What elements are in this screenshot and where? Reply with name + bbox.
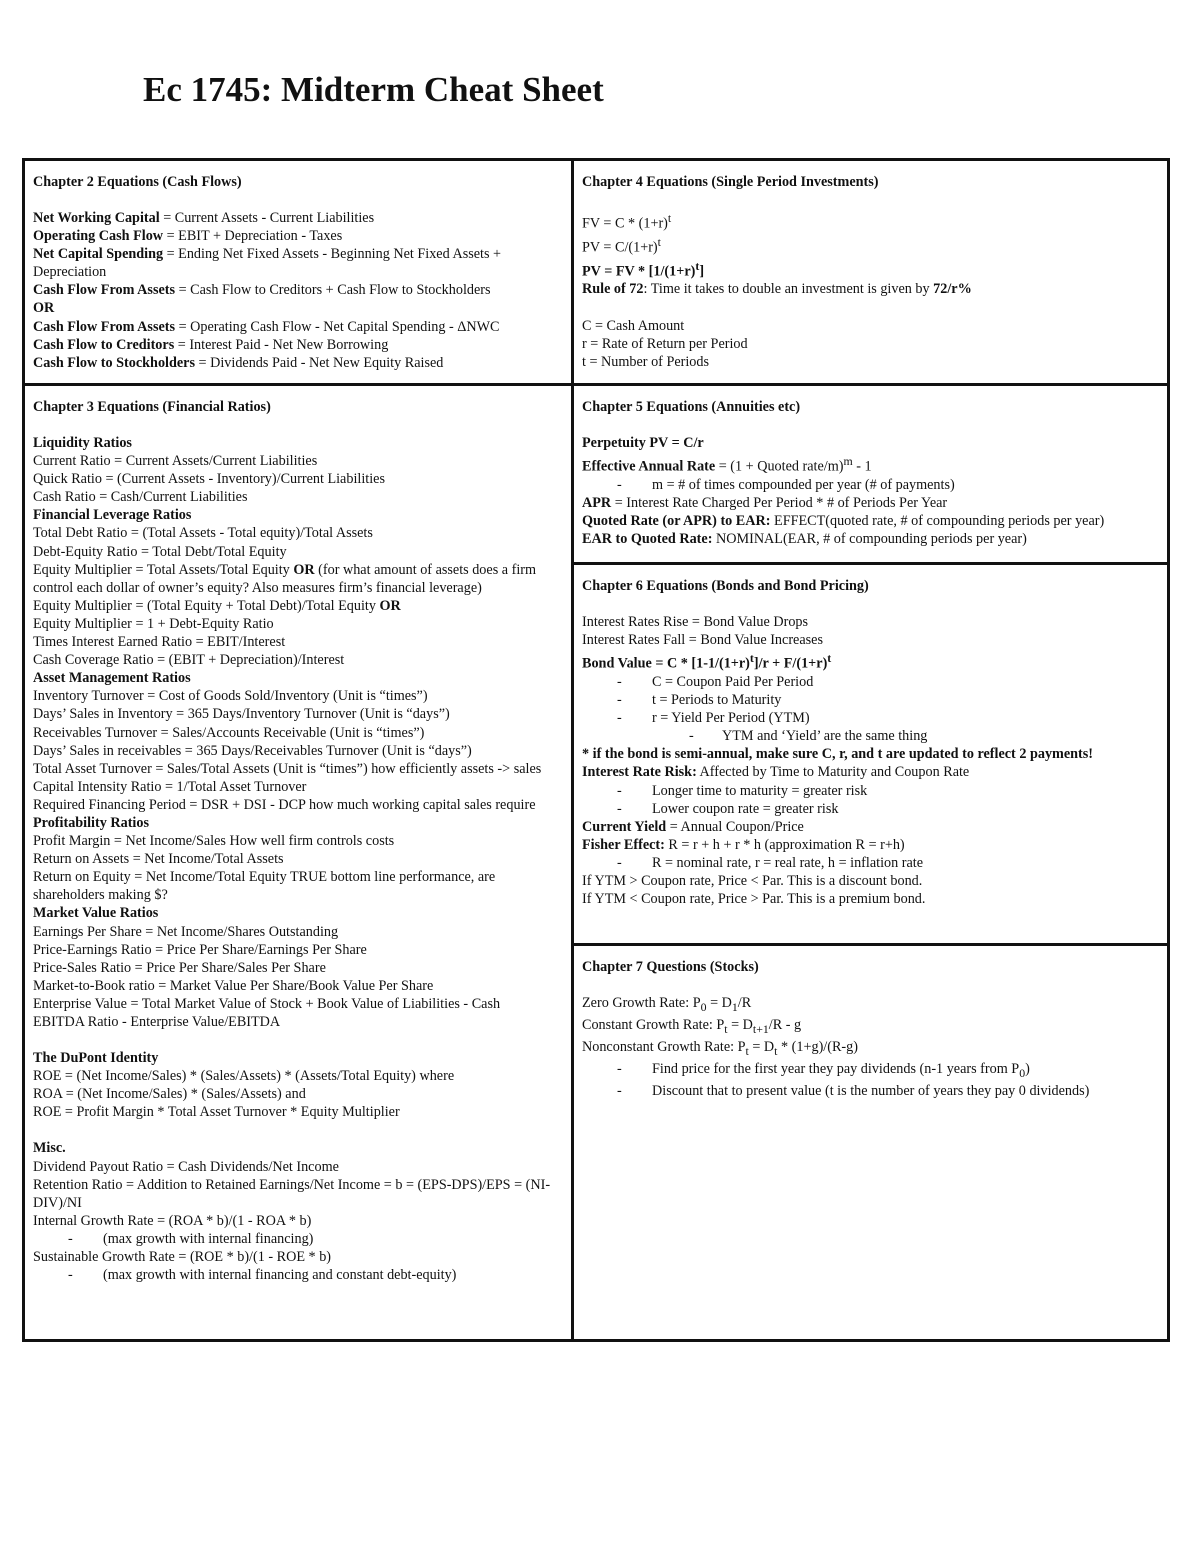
chapter-6-cell (574, 562, 1167, 943)
ch7-line: Nonconstant Growth Rate: $P_t = D_t * (1+g)/(R-g)$ (582, 1038, 858, 1058)
ch4-line: PV = $C/(1+r)^t$ (582, 234, 661, 256)
ch3-line: Return on Equity = Net Income/Total Equity TRUE bottom line performance, are shareholders making $? (33, 869, 496, 904)
ch3-line: Retention Ratio = Addition to Retained Earnings/Net Income = b = (EPS-DPS)/EPS = (NI-DIV)/NI (33, 1176, 551, 1211)
ch3-line: Cash Ratio = Cash/Current Liabilities (33, 489, 248, 506)
ch5-line: Effective Annual Rate = (1 + Quoted rate/m)$^m$ - 1 (582, 454, 872, 475)
ch3-line: Total Asset Turnover = Sales/Total Assets (Unit is “times”) how efficiently assets -> sales (33, 760, 542, 777)
ch5-line: EAR to Quoted Rate: NOMINAL(EAR, # of compounding periods per year) (582, 531, 1027, 548)
ch3-line: Equity Multiplier = Total Assets/Total Equity OR (for what amount of assets does a firm control each dollar of owner’s equity? Also measures firm’s financial leverage) (33, 561, 537, 596)
chapter-7-cell (574, 943, 1167, 1342)
ch3-line: Price-Earnings Ratio = Price Per Share/Earnings Per Share (33, 941, 367, 958)
ch3-line: EBITDA Ratio - Enterprise Value/EBITDA (33, 1014, 281, 1030)
chapter-3-heading: Chapter 3 Equations (Financial Ratios) (33, 399, 271, 415)
ch4-line: FV = $C * (1+r)^t$ (582, 211, 672, 232)
ch3-line: Capital Intensity Ratio = 1/Total Asset Turnover (33, 778, 307, 795)
ch3-line: Total Debt Ratio = (Total Assets - Total equity)/Total Assets (33, 525, 373, 542)
ch3-line: Days’ Sales in Inventory = 365 Days/Inventory Turnover (Unit is “days”) (33, 706, 450, 723)
ch3-line: Profit Margin = Net Income/Sales How well firm controls costs (33, 833, 395, 850)
ch3-line: ROE = (Net Income/Sales) * (Sales/Assets) * (Assets/Total Equity) where (33, 1068, 455, 1085)
ch3-line: ROE = Profit Margin * Total Asset Turnover * Equity Multiplier (33, 1104, 400, 1121)
leverage-heading: Financial Leverage Ratios (33, 507, 192, 524)
ch6-line: Bond Value = $C * [1-1/(1+r)^t]/r + F/(1+r)^t$ (582, 651, 832, 672)
ch2-line: Cash Flow From Assets = Cash Flow to Creditors + Cash Flow to Stockholders (33, 282, 491, 299)
chapter-5-heading: Chapter 5 Equations (Annuities etc) (582, 399, 801, 415)
ch6-sub-bullet: - Longer time to maturity = greater risk (582, 782, 1159, 800)
chapter-4-heading: Chapter 4 Equations (Single Period Investments) (582, 174, 879, 190)
ch5-line: APR = Interest Rate Charged Per Period * # of Periods Per Year (582, 495, 948, 512)
ch6-line: Interest Rate Risk: Affected by Time to Maturity and Coupon Rate (582, 764, 970, 781)
chapter-7-heading: Chapter 7 Questions (Stocks) (582, 959, 759, 975)
ch3-line: Return on Assets = Net Income/Total Assets (33, 851, 284, 868)
ch3-line: Days’ Sales in receivables = 365 Days/Receivables Turnover (Unit is “days”) (33, 742, 472, 759)
asset-management-heading: Asset Management Ratios (33, 670, 191, 687)
ch2-line: Cash Flow to Creditors = Interest Paid - Net New Borrowing (33, 336, 389, 353)
ch3-sub-bullet: - (max growth with internal financing and constant debt-equity) (33, 1266, 563, 1284)
ch6-sub-bullet: - r = Yield Per Period (YTM) (582, 709, 1159, 727)
chapter-3-cell (25, 383, 571, 1342)
ch6-sub-bullet: - t = Periods to Maturity (582, 691, 1159, 709)
chapter-6-heading: Chapter 6 Equations (Bonds and Bond Pricing) (582, 578, 869, 594)
profitability-heading: Profitability Ratios (33, 814, 149, 831)
ch2-line: OR (33, 300, 55, 317)
ch2-line: Cash Flow From Assets = Operating Cash Flow - Net Capital Spending - ΔNWC (33, 318, 500, 335)
ch4-line: t = Number of Periods (582, 353, 710, 370)
misc-heading: Misc. (33, 1140, 66, 1157)
ch3-line: Inventory Turnover = Cost of Goods Sold/Inventory (Unit is “times”) (33, 688, 428, 705)
ch3-line: Internal Growth Rate = (ROA * b)/(1 - ROA * b) (33, 1212, 312, 1229)
ch7-sub-bullet: - Find price for the first year they pay dividends (n-1 years from $P_0$) (582, 1060, 1159, 1082)
ch3-line: Quick Ratio = (Current Assets - Inventory)/Current Liabilities (33, 471, 385, 488)
ch3-line: Debt-Equity Ratio = Total Debt/Total Equity (33, 543, 287, 560)
ch3-line: Dividend Payout Ratio = Cash Dividends/Net Income (33, 1158, 339, 1175)
ch3-line: Equity Multiplier = 1 + Debt-Equity Ratio (33, 615, 274, 632)
ch3-line: Earnings Per Share = Net Income/Shares Outstanding (33, 923, 339, 940)
ch6-line: If YTM < Coupon rate, Price > Par. This is a premium bond. (582, 891, 926, 908)
ch4-line: r = Rate of Return per Period (582, 335, 748, 352)
ch3-sub-bullet: - (max growth with internal financing) (33, 1230, 563, 1248)
chapter-4-cell (574, 161, 1167, 383)
ch3-line: Current Ratio = Current Assets/Current Liabilities (33, 453, 318, 470)
ch5-line: Quoted Rate (or APR) to EAR: EFFECT(quoted rate, # of compounding periods per year) (582, 513, 1105, 530)
ch3-line: ROA = (Net Income/Sales) * (Sales/Assets) and (33, 1086, 306, 1103)
ch4-line: Rule of 72: Time it takes to double an investment is given by 72/r% (582, 281, 972, 298)
ch6-line: Interest Rates Fall = Bond Value Increases (582, 632, 823, 649)
ch3-line: Cash Coverage Ratio = (EBIT + Depreciation)/Interest (33, 652, 345, 669)
chapter-5-cell (574, 383, 1167, 562)
ch3-line: Enterprise Value = Total Market Value of Stock + Book Value of Liabilities - Cash (33, 995, 501, 1012)
ch4-line: PV = FV * $[1/(1+r)^t]$ (582, 258, 705, 280)
ch6-sub-bullet: - R = nominal rate, r = real rate, h = inflation rate (582, 854, 1159, 872)
market-value-heading: Market Value Ratios (33, 905, 159, 922)
dupont-heading: The DuPont Identity (33, 1050, 159, 1067)
ch3-line: Required Financing Period = DSR + DSI - DCP how much working capital sales require (33, 796, 536, 813)
ch6-sub-sub-bullet: - YTM and ‘Yield’ are the same thing (582, 727, 1159, 745)
ch3-line: Price-Sales Ratio = Price Per Share/Sales Per Share (33, 959, 326, 976)
ch2-line: Net Working Capital = Current Assets - Current Liabilities (33, 210, 375, 226)
cheat-sheet-table (22, 158, 1170, 1342)
ch2-line: Net Capital Spending = Ending Net Fixed Assets - Beginning Net Fixed Assets + Depreciation (33, 246, 502, 281)
ch3-line: Sustainable Growth Rate = (ROE * b)/(1 - ROE * b) (33, 1249, 332, 1266)
ch2-line: Cash Flow to Stockholders = Dividends Paid - Net New Equity Raised (33, 354, 444, 371)
ch2-line: Operating Cash Flow = EBIT + Depreciation - Taxes (33, 228, 343, 245)
chapter-2-heading: Chapter 2 Equations (Cash Flows) (33, 174, 242, 190)
ch5-sub-bullet: - m = # of times compounded per year (# of payments) (582, 476, 1159, 494)
ch7-line: Constant Growth Rate: $P_t = D_{t+1}/R - g$ (582, 1016, 802, 1036)
page-title: Ec 1745: Midterm Cheat Sheet (143, 70, 604, 109)
ch6-sub-bullet: - Lower coupon rate = greater risk (582, 800, 1159, 818)
ch6-line: Fisher Effect: R = r + h + r * h (approximation R = r+h) (582, 836, 905, 853)
ch5-line: Perpetuity PV = C/r (582, 435, 704, 451)
ch6-line: Current Yield = Annual Coupon/Price (582, 818, 804, 835)
ch3-line: Equity Multiplier = (Total Equity + Total Debt)/Total Equity OR (33, 597, 401, 614)
ch4-line: C = Cash Amount (582, 317, 685, 334)
ch6-line: Interest Rates Rise = Bond Value Drops (582, 614, 809, 630)
ch3-line: Receivables Turnover = Sales/Accounts Receivable (Unit is “times”) (33, 724, 425, 741)
ch3-line: Times Interest Earned Ratio = EBIT/Interest (33, 634, 286, 651)
liquidity-heading: Liquidity Ratios (33, 435, 132, 451)
chapter-2-cell (25, 161, 571, 383)
ch6-sub-bullet: - C = Coupon Paid Per Period (582, 673, 1159, 691)
ch7-line: Zero Growth Rate: $P_0 = D_1/R$ (582, 995, 752, 1014)
ch3-line: Market-to-Book ratio = Market Value Per Share/Book Value Per Share (33, 977, 434, 994)
ch6-line: * if the bond is semi-annual, make sure C, r, and t are updated to reflect 2 payments! (582, 746, 1094, 763)
ch7-sub-bullet: - Discount that to present value (t is the number of years they pay 0 dividends) (582, 1082, 1159, 1100)
ch6-line: If YTM > Coupon rate, Price < Par. This is a discount bond. (582, 873, 923, 890)
